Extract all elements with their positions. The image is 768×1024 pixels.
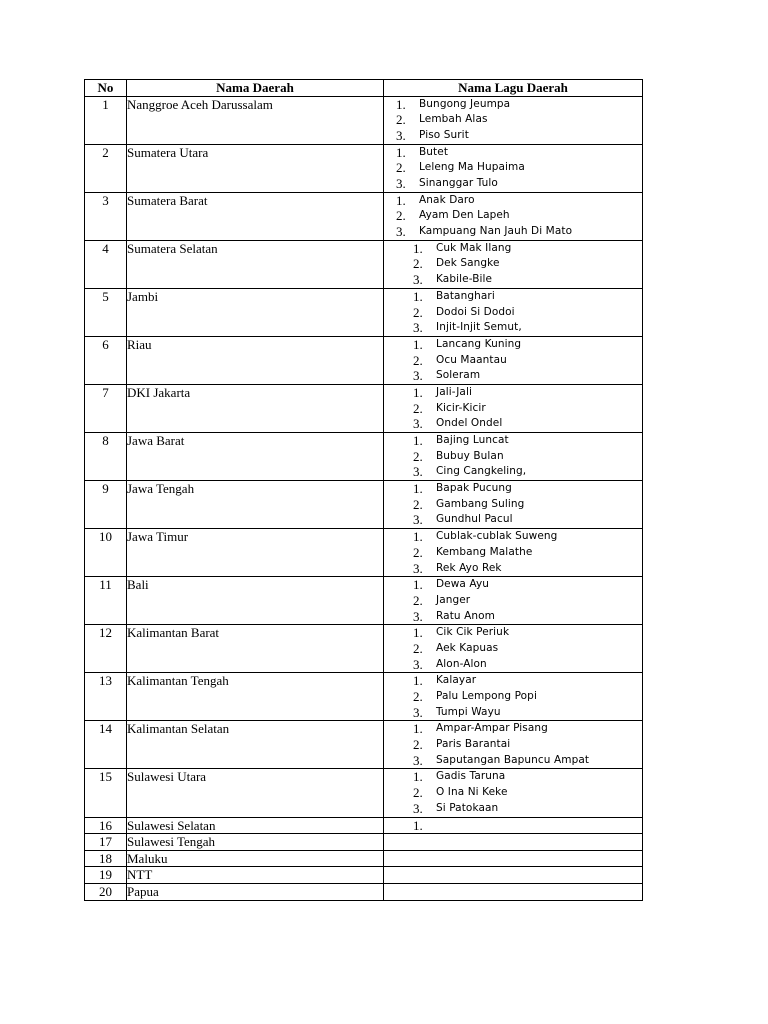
song-list-cell [384,529,643,577]
song-title: Dek Sangke [436,257,500,270]
header-no: No [85,80,127,97]
song-title: Gambang Suling [436,497,525,510]
list-item [384,561,642,577]
row-number: 13 [85,673,127,721]
row-number: 15 [85,769,127,817]
song-list [384,337,642,384]
song-title: Kampuang Nan Jauh Di Mato [419,225,573,238]
table-header-row [85,80,643,97]
song-number: 3. [396,224,406,240]
song-title: Bapak Pucung [436,482,512,495]
list-item [384,112,642,128]
list-item [384,673,642,689]
row-number: 16 [85,817,127,834]
region-name: Sulawesi Utara [127,769,384,817]
song-list-cell [384,433,643,481]
song-title: Piso Surit [419,128,469,141]
song-list-cell [384,144,643,192]
table-row [85,433,643,481]
list-item [384,721,642,737]
song-list [384,673,642,720]
song-number: 2. [396,112,406,128]
song-number: 2. [413,592,423,608]
song-title: Butet [419,145,449,158]
row-number: 20 [85,884,127,901]
list-item [384,385,642,401]
table-row [85,529,643,577]
table-row [85,288,643,336]
region-name: Bali [127,577,384,625]
song-number: 3. [413,560,423,576]
region-name: Jawa Timur [127,529,384,577]
song-title: Rek Ayo Rek [436,561,502,574]
song-number: 1. [413,481,423,497]
song-list-cell [384,96,643,144]
song-number: 1. [413,673,423,689]
list-item [384,320,642,336]
table-row [85,817,643,834]
list-item [384,593,642,609]
row-number: 5 [85,288,127,336]
song-number: 2. [396,208,406,224]
song-list-cell [384,867,643,884]
list-item [384,609,642,625]
song-title: Alon-Alon [436,657,487,670]
region-name: Maluku [127,850,384,867]
song-list-cell [384,288,643,336]
song-list [384,769,642,816]
list-item [384,785,642,801]
list-item [384,176,642,192]
song-number: 1. [413,529,423,545]
song-number: 2. [413,689,423,705]
song-title: Cublak-cublak Suweng [436,530,558,543]
song-list-cell [384,673,643,721]
song-title: Kicir-Kicir [436,401,486,414]
list-item [384,256,642,272]
song-number: 3. [413,320,423,336]
region-name: Kalimantan Tengah [127,673,384,721]
song-title: Aek Kapuas [436,641,499,654]
song-title: Cing Cangkeling, [436,465,527,478]
song-list [384,145,642,192]
song-list-cell [384,577,643,625]
list-item [384,241,642,257]
song-list [384,577,642,624]
song-title: Paris Barantai [436,738,511,751]
list-item [384,801,642,817]
song-title: Janger [436,593,471,606]
region-name: Jambi [127,288,384,336]
row-number: 19 [85,867,127,884]
song-number: 3. [396,176,406,192]
table-row [85,769,643,817]
row-number: 3 [85,192,127,240]
song-number: 3. [396,127,406,143]
table-row [85,192,643,240]
song-title: Ratu Anom [436,609,495,622]
song-number: 3. [413,608,423,624]
list-item [384,657,642,673]
list-item [384,464,642,480]
song-title: Gadis Taruna [436,770,506,783]
song-list-cell [384,850,643,867]
list-item [384,337,642,353]
row-number: 11 [85,577,127,625]
song-title: Lancang Kuning [436,337,522,350]
song-number: 3. [413,752,423,768]
song-number: 1. [413,384,423,400]
row-number: 18 [85,850,127,867]
region-name: NTT [127,867,384,884]
list-item [384,368,642,384]
song-number: 1. [396,144,406,160]
table-row [85,336,643,384]
list-item [384,705,642,721]
region-name: Papua [127,884,384,901]
song-number: 3. [413,704,423,720]
song-list [384,289,642,336]
song-number: 2. [413,737,423,753]
table-row [85,884,643,901]
song-list-cell [384,336,643,384]
song-title: Kalayar [436,674,477,687]
table-row [85,481,643,529]
table-row [85,384,643,432]
list-item [384,512,642,528]
song-title: Bubuy Bulan [436,449,504,462]
list-item [384,449,642,465]
header-region: Nama Daerah [127,80,384,97]
song-title: Ayam Den Lapeh [419,209,510,222]
song-number: 3. [413,512,423,528]
row-number: 1 [85,96,127,144]
table-row [85,673,643,721]
list-item [384,769,642,785]
song-title: Bajing Luncat [436,434,509,447]
song-number: 1. [413,240,423,256]
row-number: 8 [85,433,127,481]
list-item [384,97,642,113]
song-number: 1. [413,817,423,833]
song-title: Ocu Maantau [436,353,507,366]
song-title: Bungong Jeumpa [419,97,511,110]
song-title: Kabile-Bile [436,273,493,286]
song-number: 1. [413,336,423,352]
list-item [384,545,642,561]
region-name: Sumatera Utara [127,144,384,192]
region-name: DKI Jakarta [127,384,384,432]
region-name: Kalimantan Barat [127,625,384,673]
table-row [85,850,643,867]
song-number: 2. [413,448,423,464]
song-title: Dodoi Si Dodoi [436,305,515,318]
song-title: Cik Cik Periuk [436,626,510,639]
song-title: Ampar-Ampar Pisang [436,722,548,735]
song-list [384,97,642,144]
song-number: 3. [413,464,423,480]
song-title: Kembang Malathe [436,545,533,558]
song-number: 1. [396,96,406,112]
list-item [384,208,642,224]
song-title: Saputangan Bapuncu Ampat [436,753,590,766]
region-name: Jawa Tengah [127,481,384,529]
list-item [384,401,642,417]
song-number: 2. [413,640,423,656]
list-item [384,224,642,240]
song-list [384,481,642,528]
song-list [384,385,642,432]
song-number: 1. [413,625,423,641]
song-title: Lembah Alas [419,113,488,126]
song-title: Anak Daro [419,193,475,206]
list-item [384,160,642,176]
song-list-cell [384,192,643,240]
song-title: Injit-Injit Semut, [436,321,522,334]
song-number: 1. [396,192,406,208]
list-item [384,145,642,161]
row-number: 9 [85,481,127,529]
region-name: Sulawesi Tengah [127,834,384,851]
list-item [384,625,642,641]
regional-songs-table [84,79,643,901]
song-list-cell [384,769,643,817]
table-row [85,96,643,144]
song-list-cell [384,481,643,529]
song-number: 2. [413,256,423,272]
song-list [384,529,642,576]
table-body [85,96,643,900]
song-title: Dewa Ayu [436,578,490,591]
song-number: 2. [396,160,406,176]
song-number: 1. [413,577,423,593]
list-item [384,818,642,834]
list-item [384,353,642,369]
song-title: Soleram [436,369,481,382]
list-item [384,689,642,705]
region-name: Sulawesi Selatan [127,817,384,834]
song-list [384,818,642,834]
song-number: 2. [413,400,423,416]
row-number: 17 [85,834,127,851]
song-title: Cuk Mak Ilang [436,241,512,254]
song-title: Tumpi Wayu [436,705,501,718]
song-list [384,625,642,672]
row-number: 10 [85,529,127,577]
list-item [384,737,642,753]
table-row [85,834,643,851]
song-number: 2. [413,785,423,801]
song-list-cell [384,240,643,288]
song-title: Leleng Ma Hupaima [419,161,525,174]
list-item [384,497,642,513]
table-row [85,721,643,769]
song-list [384,721,642,768]
region-name: Riau [127,336,384,384]
song-title: O Ina Ni Keke [436,786,508,799]
list-item [384,289,642,305]
song-number: 3. [413,800,423,816]
list-item [384,641,642,657]
song-title: Batanghari [436,289,495,302]
song-list-cell [384,625,643,673]
row-number: 6 [85,336,127,384]
row-number: 7 [85,384,127,432]
song-number: 3. [413,272,423,288]
row-number: 14 [85,721,127,769]
song-number: 2. [413,304,423,320]
song-title: Ondel Ondel [436,417,503,430]
song-number: 1. [413,769,423,785]
region-name: Nanggroe Aceh Darussalam [127,96,384,144]
song-number: 1. [413,288,423,304]
song-number: 1. [413,721,423,737]
song-number: 1. [413,433,423,449]
list-item [384,433,642,449]
song-title: Sinanggar Tulo [419,177,498,190]
region-name: Kalimantan Selatan [127,721,384,769]
song-number: 2. [413,496,423,512]
song-list [384,241,642,288]
header-songs: Nama Lagu Daerah [384,80,643,97]
song-title: Jali-Jali [436,385,473,398]
row-number: 4 [85,240,127,288]
song-list-cell [384,817,643,834]
list-item [384,577,642,593]
table-row [85,144,643,192]
song-number: 3. [413,656,423,672]
table-row [85,867,643,884]
list-item [384,128,642,144]
table-row [85,577,643,625]
song-list-cell [384,384,643,432]
row-number: 2 [85,144,127,192]
song-list-cell [384,884,643,901]
list-item [384,305,642,321]
song-list-cell [384,721,643,769]
song-list [384,193,642,240]
song-title: Palu Lempong Popi [436,690,537,703]
table-row [85,240,643,288]
song-number: 3. [413,368,423,384]
song-number: 3. [413,416,423,432]
song-list-cell [384,834,643,851]
region-name: Jawa Barat [127,433,384,481]
song-number: 2. [413,544,423,560]
region-name: Sumatera Barat [127,192,384,240]
region-name: Sumatera Selatan [127,240,384,288]
list-item [384,272,642,288]
list-item [384,753,642,769]
list-item [384,529,642,545]
table-row [85,625,643,673]
song-number: 2. [413,352,423,368]
song-title: Si Patokaan [436,801,499,814]
song-title: Gundhul Pacul [436,513,513,526]
song-list [384,433,642,480]
row-number: 12 [85,625,127,673]
list-item [384,481,642,497]
list-item [384,416,642,432]
list-item [384,193,642,209]
